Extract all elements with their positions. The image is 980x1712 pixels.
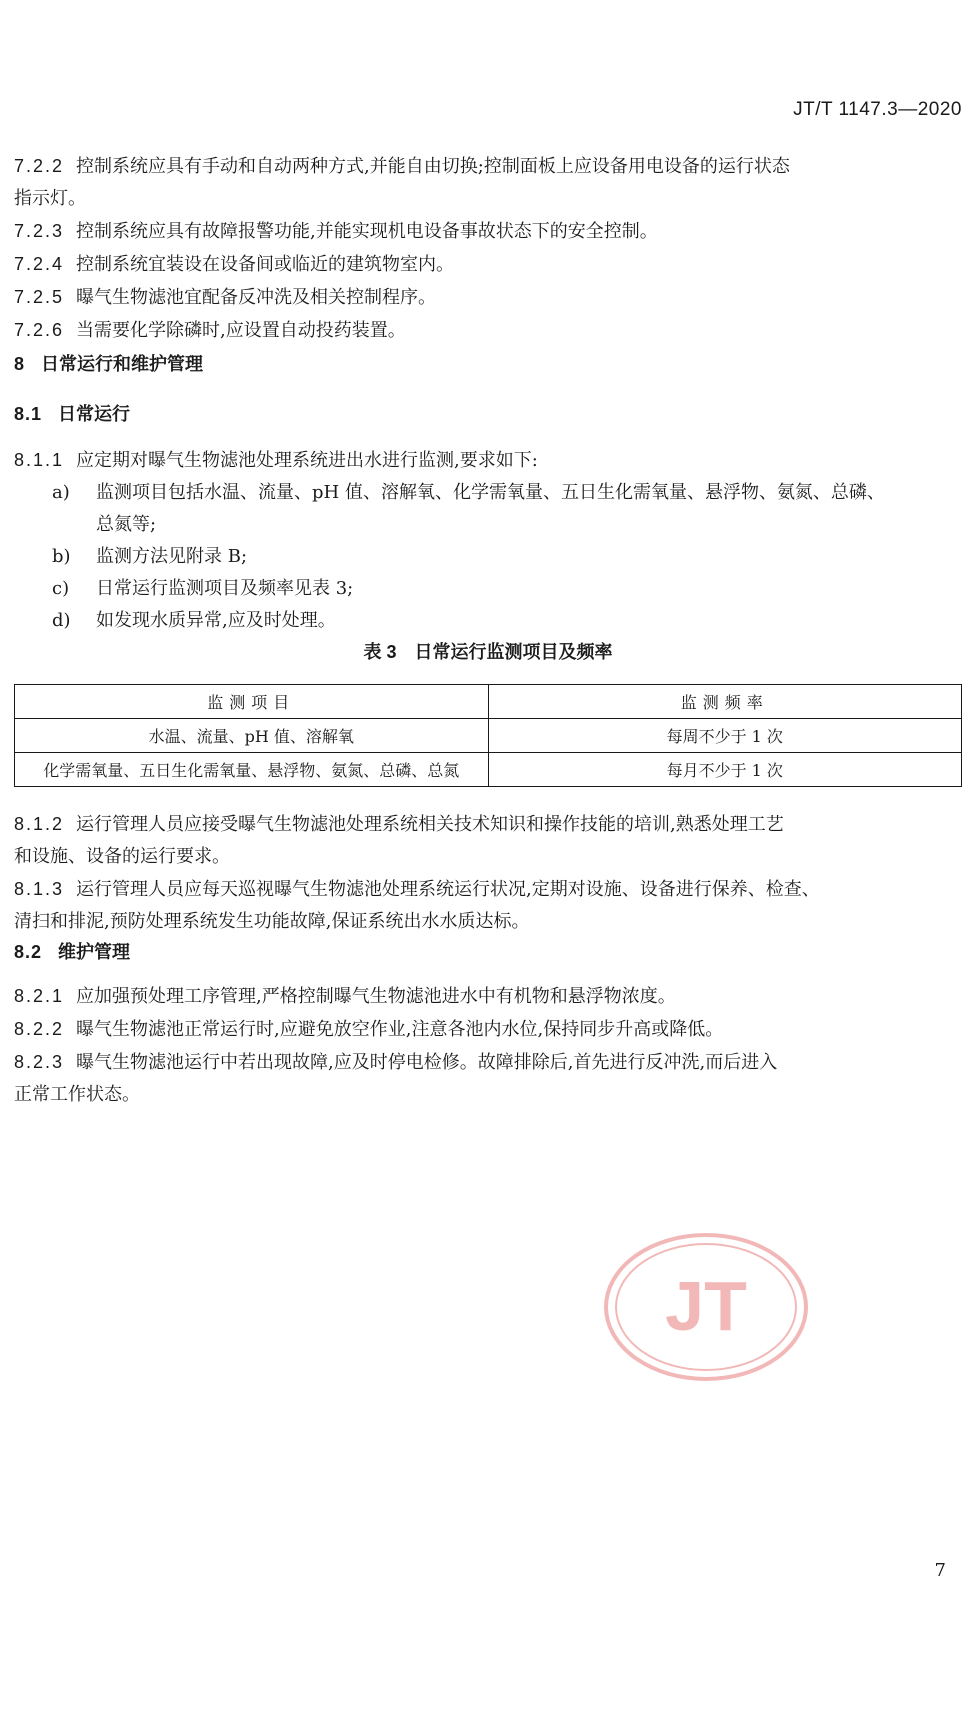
monitoring-table	[14, 684, 962, 787]
clause-7-2-2-continuation: 指示灯。	[14, 188, 86, 209]
clause-number: 7.2.5	[14, 287, 65, 307]
clause-7-2-4	[14, 248, 962, 281]
clause-number: 8.1.1	[14, 450, 65, 470]
clause-text: 曝气生物滤池运行中若出现故障,应及时停电检修。故障排除后,首先进行反冲洗,而后进入	[76, 1052, 778, 1073]
jt-watermark-stamp	[603, 1232, 809, 1382]
clause-number: 8.2.1	[14, 986, 65, 1006]
clause-8-1-2	[14, 808, 962, 841]
clause-text: 应定期对曝气生物滤池处理系统进出水进行监测,要求如下:	[76, 450, 538, 471]
table-header-cell: 监测项目	[15, 685, 489, 719]
table-header-cell: 监测频率	[488, 685, 962, 719]
clause-text: 应加强预处理工序管理,严格控制曝气生物滤池进水中有机物和悬浮物浓度。	[76, 986, 676, 1007]
clause-7-2-5	[14, 281, 962, 314]
list-text: 日常运行监测项目及频率见表 3;	[96, 578, 354, 599]
clause-7-2-2	[14, 150, 962, 183]
section-title: 日常运行	[58, 404, 131, 424]
stamp-text: JT	[665, 1267, 747, 1345]
clause-8-1-1	[14, 444, 962, 477]
clause-number: 8.1.2	[14, 814, 65, 834]
clause-text: 曝气生物滤池宜配备反冲洗及相关控制程序。	[76, 287, 437, 308]
section-number: 8.2	[14, 942, 43, 962]
clause-text: 控制系统应具有手动和自动两种方式,并能自由切换;控制面板上应设备用电设备的运行状态	[76, 156, 790, 177]
clause-text: 控制系统应具有故障报警功能,并能实现机电设备事故状态下的安全控制。	[76, 221, 658, 242]
clause-8-1-3-continuation: 清扫和排泥,预防处理系统发生功能故障,保证系统出水水质达标。	[14, 911, 530, 932]
list-marker: c)	[52, 578, 70, 599]
section-8-2-heading	[14, 938, 962, 964]
table-row	[15, 753, 962, 787]
page-number: 7	[934, 1560, 946, 1581]
list-item-a-continuation: 总氮等;	[96, 514, 157, 535]
list-item-a	[14, 477, 962, 509]
list-text: 监测方法见附录 B;	[96, 546, 248, 567]
standard-code: JT/T 1147.3—2020	[793, 99, 962, 120]
clause-8-1-1-block	[14, 444, 962, 637]
clauses-8-2-block	[14, 980, 962, 1111]
table-caption-block	[14, 638, 962, 664]
section-title: 维护管理	[58, 942, 131, 962]
list-marker: b)	[52, 546, 71, 567]
clause-number: 8.1.3	[14, 879, 65, 899]
clause-text: 运行管理人员应每天巡视曝气生物滤池处理系统运行状况,定期对设施、设备进行保养、检查、	[76, 879, 820, 900]
list-item-d	[14, 605, 962, 637]
section-8-1-heading	[14, 400, 962, 426]
clause-number: 8.2.3	[14, 1052, 65, 1072]
list-marker: a)	[52, 482, 70, 503]
clause-8-1-2-continuation: 和设施、设备的运行要求。	[14, 846, 230, 867]
clause-number: 8.2.2	[14, 1019, 65, 1039]
section-number: 8.1	[14, 404, 43, 424]
table-cell: 每月不少于 1 次	[488, 753, 962, 787]
clause-text: 运行管理人员应接受曝气生物滤池处理系统相关技术知识和操作技能的培训,熟悉处理工艺	[76, 814, 784, 835]
chapter-8-heading	[14, 350, 962, 376]
clause-text: 控制系统宜装设在设备间或临近的建筑物室内。	[76, 254, 455, 275]
clause-8-2-3-continuation: 正常工作状态。	[14, 1084, 140, 1105]
table-caption: 表 3 日常运行监测项目及频率	[363, 642, 613, 662]
clause-8-2-3	[14, 1046, 962, 1079]
clause-number: 7.2.3	[14, 221, 65, 241]
clause-7-2-3	[14, 215, 962, 248]
table-cell: 水温、流量、pH 值、溶解氧	[15, 719, 489, 753]
clauses-8-1-2-3-block	[14, 808, 962, 938]
chapter-number: 8	[14, 354, 26, 374]
list-text: 监测项目包括水温、流量、pH 值、溶解氧、化学需氧量、五日生化需氧量、悬浮物、氨氮、总磷、	[96, 482, 885, 503]
table-cell: 化学需氧量、五日生化需氧量、悬浮物、氨氮、总磷、总氮	[15, 753, 489, 787]
clause-8-2-1	[14, 980, 962, 1013]
table-row	[15, 719, 962, 753]
clause-number: 7.2.6	[14, 320, 65, 340]
clause-text: 曝气生物滤池正常运行时,应避免放空作业,注意各池内水位,保持同步升高或降低。	[76, 1019, 724, 1040]
clause-8-2-2	[14, 1013, 962, 1046]
chapter-title: 日常运行和维护管理	[41, 354, 204, 374]
table-header-row	[15, 685, 962, 719]
section-7-block	[14, 150, 962, 347]
list-item-b	[14, 541, 962, 573]
list-marker: d)	[52, 610, 71, 631]
clause-text: 当需要化学除磷时,应设置自动投药装置。	[76, 320, 406, 341]
clause-number: 7.2.4	[14, 254, 65, 274]
list-text: 如发现水质异常,应及时处理。	[96, 610, 336, 631]
clause-8-1-3	[14, 873, 962, 906]
list-item-c	[14, 573, 962, 605]
clause-number: 7.2.2	[14, 156, 65, 176]
clause-7-2-6	[14, 314, 962, 347]
table-cell: 每周不少于 1 次	[488, 719, 962, 753]
